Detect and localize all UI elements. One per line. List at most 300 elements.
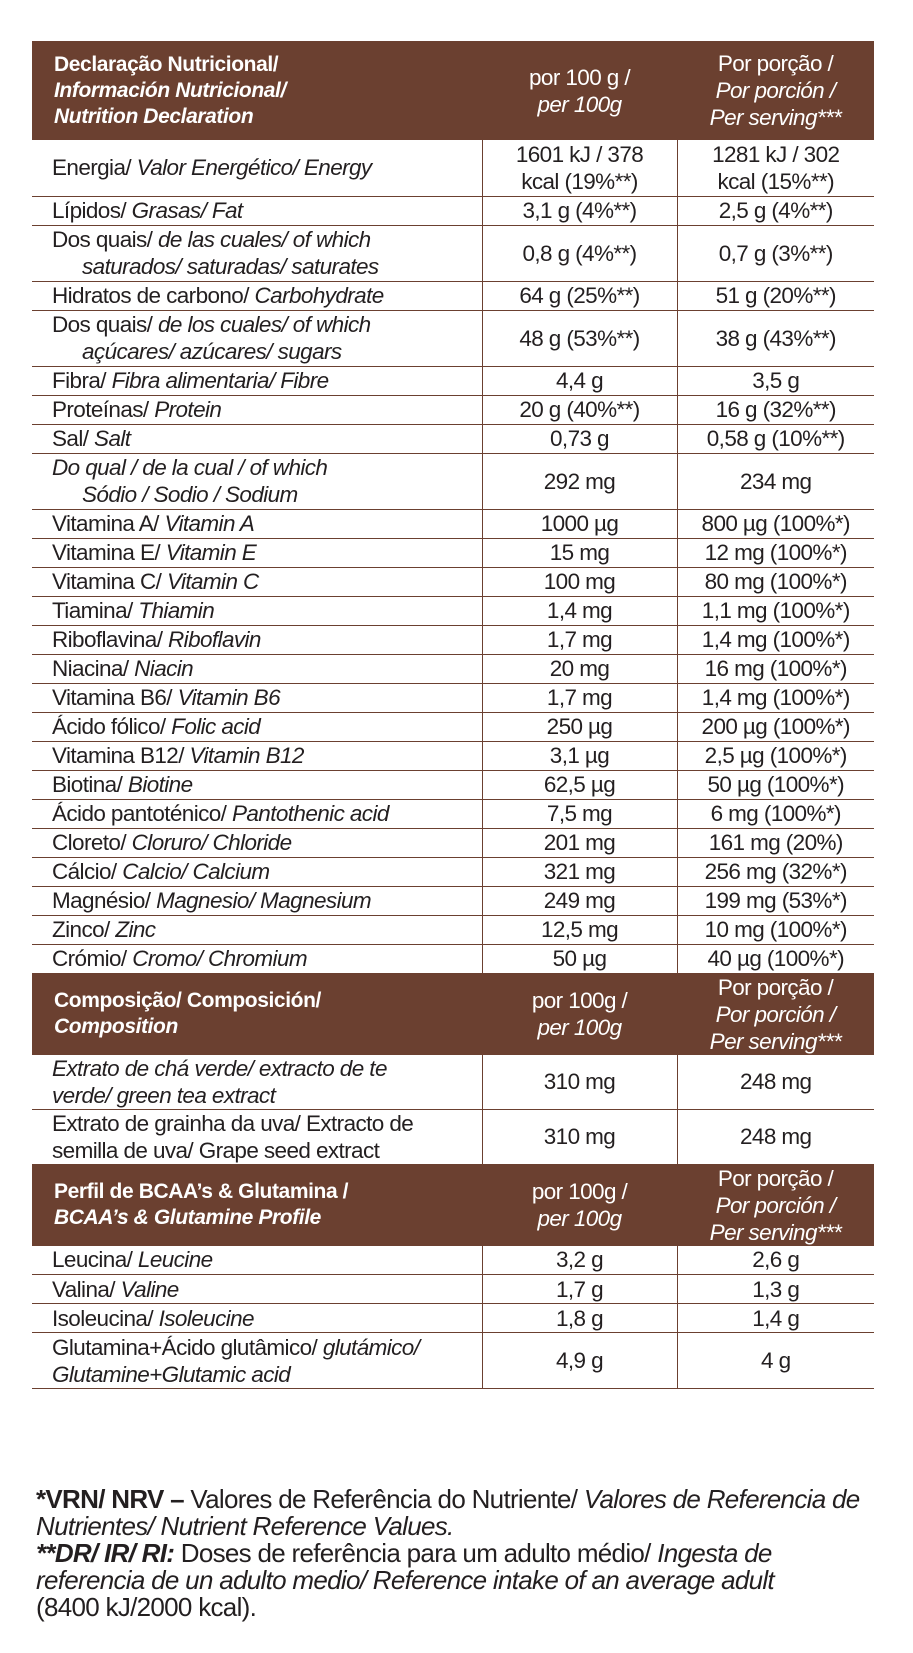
value-per-serving-line: 800 µg (100%*) (701, 511, 850, 536)
value-per-serving-line: 2,5 g (4%**) (718, 198, 833, 223)
value-per-serving (677, 538, 874, 567)
nutrient-name-pt: Isoleucina/ (52, 1305, 159, 1331)
section-title-line: Información Nutricional/ (54, 78, 286, 102)
value-per-serving-line: 51 g (20%**) (715, 283, 836, 308)
value-per-100g (482, 683, 677, 712)
nutrient-name-es: Pantothenic acid (231, 801, 389, 826)
section-title-line: Nutrition Declaration (54, 104, 254, 128)
nutrient-name (32, 944, 482, 973)
nutrient-name-es: Vitamin C (166, 569, 259, 594)
nutrient-name (32, 625, 482, 654)
value-per-serving-line: 6 mg (100%*) (710, 801, 841, 826)
nutrient-name-line (52, 945, 482, 972)
nutrient-name-line (52, 510, 482, 537)
nutrient-name-line (52, 1305, 482, 1332)
nutrient-name-pt: Leucina/ (52, 1247, 138, 1273)
per-serving-header-line: Per serving*** (709, 105, 842, 130)
nutrient-name-line (52, 742, 482, 769)
value-per-100g (482, 1275, 677, 1304)
nutrient-name (32, 567, 482, 596)
table-row (32, 683, 874, 712)
per-serving-header-line: Por porción / (715, 1001, 836, 1027)
value-per-100g-line: 3,1 g (4%**) (522, 198, 637, 223)
section-title-line: Declaração Nutricional/ (54, 52, 279, 76)
value-per-100g-line: 201 mg (543, 830, 616, 855)
table-row (32, 1333, 874, 1389)
per-100g-header (482, 1164, 677, 1246)
nutrient-name-line (52, 655, 482, 682)
nutrient-name (32, 225, 482, 281)
nutrient-name-pt: Dos quais/ (52, 227, 158, 252)
value-per-serving (677, 857, 874, 886)
value-per-100g-line: 12,5 mg (540, 917, 619, 942)
table-row (32, 857, 874, 886)
nutrient-name-line (52, 829, 482, 856)
nutrient-name (32, 741, 482, 770)
nutrient-name-line (52, 1110, 482, 1137)
section-title (32, 973, 482, 1055)
nutrient-name-line (52, 626, 482, 653)
value-per-serving-line: 248 mg (740, 1069, 812, 1094)
table-row (32, 567, 874, 596)
value-per-serving-line: 256 mg (32%*) (704, 859, 847, 884)
value-per-100g (482, 424, 677, 453)
nutrient-name-es: Vitamin B6 (177, 685, 281, 710)
nutrient-name-line2: semilla de uva/ Grape seed extract (52, 1137, 380, 1163)
value-per-100g (482, 915, 677, 944)
per-100g-header (482, 973, 677, 1055)
section-header (32, 1164, 874, 1246)
nutrient-subname: saturados/ saturadas/ saturates (82, 254, 379, 279)
value-per-serving (677, 281, 874, 310)
nutrient-subname: açúcares/ azúcares/ sugars (82, 339, 342, 364)
nutrient-name-line (52, 197, 482, 224)
value-per-serving (677, 828, 874, 857)
value-per-serving-line: 248 mg (740, 1124, 812, 1149)
nutrient-name-es: Protein (154, 397, 222, 422)
nutrient-name (32, 538, 482, 567)
per-serving-header-line: Por porção / (717, 51, 834, 76)
nutrient-name-es: Niacin (134, 656, 194, 681)
nutrient-name-pt: Crómio/ (52, 946, 133, 971)
nutrient-name-es: Valine (120, 1276, 179, 1302)
nutrient-name-pt: Vitamina A/ (52, 511, 165, 536)
nutrient-name-es: de los cuales/ of which (157, 312, 371, 337)
nutrient-name-es: Thiamin (138, 598, 215, 623)
value-per-100g-line: 249 mg (543, 888, 616, 913)
value-per-serving-line: 200 µg (100%*) (701, 714, 850, 739)
value-per-100g-line: 310 mg (543, 1069, 616, 1094)
value-per-100g-line: 64 g (25%**) (519, 283, 640, 308)
value-per-100g (482, 281, 677, 310)
nutrient-name-pt: Vitamina B12/ (52, 743, 190, 768)
value-per-100g (482, 654, 677, 683)
nutrient-name (32, 1275, 482, 1304)
value-per-100g-line: 310 mg (543, 1124, 616, 1149)
nutrient-name (32, 886, 482, 915)
table-row (32, 944, 874, 973)
per-100g-header-line: por 100g / (531, 988, 628, 1013)
per-serving-header-line: Por porción / (715, 1192, 836, 1218)
value-per-serving-line: 0,7 g (3%**) (718, 240, 833, 266)
value-per-serving (677, 1109, 874, 1164)
section-title-line: BCAA’s & Glutamine Profile (54, 1206, 321, 1229)
nutrient-name-line (52, 887, 482, 914)
value-per-100g-line: 0,73 g (550, 426, 609, 451)
value-per-100g-line: 0,8 g (4%**) (522, 240, 637, 266)
nutrient-name-es: Vitamin A (164, 511, 255, 536)
nutrient-name-line (52, 1055, 482, 1082)
table-row (32, 225, 874, 281)
footnote-nrv-label: *VRN/ NRV – (36, 1484, 191, 1514)
section-title (32, 41, 482, 140)
nutrient-name (32, 1246, 482, 1275)
nutrient-name-pt: Lípidos/ (52, 198, 132, 223)
nutrient-name-es: Biotine (127, 772, 193, 797)
value-per-100g-line: 1,7 g (555, 1276, 604, 1302)
value-per-100g-line: 4,9 g (555, 1348, 604, 1373)
value-per-serving-line: 38 g (43%**) (715, 325, 836, 351)
nutrient-name (32, 828, 482, 857)
footnote-nrv (36, 1486, 886, 1540)
nutrient-name-line (52, 800, 482, 827)
value-per-serving (677, 196, 874, 225)
table-row (32, 196, 874, 225)
footnotes (36, 1486, 886, 1621)
value-per-serving-line: 1,4 mg (100%*) (701, 627, 850, 652)
per-serving-header (677, 41, 874, 140)
section-title-line: Composition (54, 1015, 178, 1038)
nutrient-name-line (52, 367, 482, 394)
nutrient-name (32, 1333, 482, 1389)
nutrient-name (32, 712, 482, 741)
nutrient-name-es: Folic acid (171, 714, 261, 739)
nutrition-table (32, 41, 874, 1389)
table-row (32, 395, 874, 424)
table-row (32, 741, 874, 770)
value-per-serving-line: 3,5 g (752, 368, 800, 393)
value-per-serving (677, 310, 874, 366)
nutrient-name-line (52, 684, 482, 711)
nutrient-name-pt: Cálcio/ (52, 859, 123, 884)
per-100g-header-line: per 100g (537, 1206, 622, 1231)
value-per-serving-line: 234 mg (740, 468, 812, 494)
value-per-100g-line: 250 µg (546, 714, 613, 739)
nutrient-name (32, 310, 482, 366)
nutrient-name (32, 453, 482, 509)
nutrient-name-es: Extrato de chá verde/ extracto de te (52, 1055, 387, 1081)
nutrient-name-line (52, 396, 482, 423)
table-row (32, 1109, 874, 1164)
per-100g-header-line: por 100g / (531, 1179, 628, 1204)
value-per-100g (482, 225, 677, 281)
nutrient-name-line (52, 916, 482, 943)
value-per-100g (482, 538, 677, 567)
value-per-100g-line: 3,2 g (555, 1247, 604, 1273)
nutrient-name (32, 915, 482, 944)
nutrient-name-es: glutámico/ (322, 1334, 420, 1360)
value-per-100g (482, 310, 677, 366)
nutrient-name-es: Vitamin E (165, 540, 257, 565)
nutrient-name-pt: Fibra/ (52, 368, 112, 393)
value-per-100g (482, 828, 677, 857)
value-per-serving (677, 424, 874, 453)
value-per-100g (482, 1246, 677, 1275)
value-per-100g (482, 741, 677, 770)
value-per-100g (482, 395, 677, 424)
value-per-100g (482, 625, 677, 654)
nutrient-name (32, 196, 482, 225)
value-per-serving-line: 1,3 g (752, 1276, 800, 1302)
value-per-100g (482, 1055, 677, 1110)
nutrient-name-pt: Vitamina C/ (52, 569, 167, 594)
value-per-serving-line: 2,5 µg (100%*) (704, 743, 847, 768)
nutrient-name-line (52, 1334, 482, 1361)
value-per-100g (482, 886, 677, 915)
table-row (32, 596, 874, 625)
nutrient-name (32, 509, 482, 538)
value-per-serving (677, 799, 874, 828)
per-serving-header-line: Por porción / (715, 78, 836, 103)
value-per-100g-line: 20 mg (549, 656, 610, 681)
nutrient-name (32, 770, 482, 799)
value-per-serving (677, 1333, 874, 1389)
per-serving-header-line: Por porção / (717, 1165, 834, 1191)
value-per-100g-line: 62,5 µg (543, 772, 616, 797)
nutrient-name-line (52, 154, 482, 181)
nutrient-name-es: Cromo/ Chromium (132, 946, 307, 971)
value-per-serving-line: 0,58 g (10%**) (706, 426, 845, 451)
footnote-ri-es: Ingesta de referencia de un adulto medio/ Reference intake of an average adult (36, 1538, 774, 1595)
value-per-serving (677, 886, 874, 915)
nutrient-name (32, 140, 482, 196)
value-per-serving-line: 10 mg (100%*) (704, 917, 847, 942)
value-per-100g (482, 366, 677, 395)
value-per-serving-line: 2,6 g (752, 1247, 800, 1273)
value-per-serving (677, 915, 874, 944)
nutrient-name-line (52, 858, 482, 885)
value-per-serving (677, 1304, 874, 1333)
value-per-100g-line: 1,4 mg (546, 598, 613, 623)
nutrient-name-pt: Magnésio/ (52, 888, 157, 913)
per-serving-header (677, 973, 874, 1055)
value-per-serving-line: 1,4 g (752, 1305, 800, 1331)
value-per-100g (482, 140, 677, 196)
value-per-100g-line: 1,8 g (555, 1305, 604, 1331)
value-per-serving (677, 625, 874, 654)
table-row (32, 770, 874, 799)
value-per-serving-line: 50 µg (100%*) (707, 772, 844, 797)
nutrient-name-line (52, 1276, 482, 1303)
nutrient-name-es: de las cuales/ of which (157, 227, 371, 252)
nutrient-name (32, 1109, 482, 1164)
nutrient-name-pt: Proteínas/ (52, 397, 155, 422)
value-per-100g-line: 100 mg (543, 569, 616, 594)
nutrient-name-pt: Ácido pantoténico/ (52, 801, 232, 826)
value-per-100g-line: 50 µg (552, 946, 607, 971)
table-row (32, 453, 874, 509)
nutrient-name-pt: Dos quais/ (52, 312, 158, 337)
value-per-serving (677, 140, 874, 196)
nutrient-name-line (52, 713, 482, 740)
footnote-ri-pt: Doses de referência para um adulto médio/ (180, 1538, 658, 1568)
value-per-serving (677, 741, 874, 770)
table-row (32, 1304, 874, 1333)
footnote-ri (36, 1540, 886, 1621)
nutrient-name-es: Riboflavin (168, 627, 261, 652)
value-per-100g (482, 1333, 677, 1389)
nutrient-name-pt: Glutamina+Ácido glutâmico/ (52, 1334, 323, 1360)
value-per-serving (677, 654, 874, 683)
value-per-100g-line: 321 mg (543, 859, 616, 884)
nutrient-name-pt: Cloreto/ (52, 830, 132, 855)
nutrient-name-pt: Hidratos de carbono/ (52, 283, 255, 308)
per-serving-header-line: Por porção / (717, 974, 834, 1000)
table-row (32, 538, 874, 567)
value-per-100g-line: 3,1 µg (549, 743, 610, 768)
per-100g-header-line: per 100g (537, 1015, 622, 1040)
value-per-serving (677, 770, 874, 799)
nutrient-name (32, 857, 482, 886)
per-100g-header-line: por 100 g / (529, 64, 630, 90)
nutrient-name (32, 1055, 482, 1110)
value-per-100g-line: 1,7 mg (546, 627, 613, 652)
nutrient-name-pt: Ácido fólico/ (52, 714, 172, 739)
nutrient-name (32, 1304, 482, 1333)
value-per-serving-line: 16 g (32%**) (715, 397, 836, 422)
value-per-serving (677, 1246, 874, 1275)
table-row (32, 1055, 874, 1110)
value-per-serving (677, 1055, 874, 1110)
value-per-serving-line: 12 mg (100%*) (704, 540, 847, 565)
nutrient-name (32, 424, 482, 453)
nutrient-name-pt: Biotina/ (52, 772, 128, 797)
table-row (32, 310, 874, 366)
table-row (32, 886, 874, 915)
nutrient-name-line (52, 539, 482, 566)
footnote-ri-tail: (8400 kJ/2000 kcal). (36, 1592, 257, 1622)
table-row (32, 799, 874, 828)
nutrient-name-pt: Riboflavina/ (52, 627, 169, 652)
value-per-serving-line: 40 µg (100%*) (707, 946, 844, 971)
section-title-line: Composição/ Composición/ (54, 989, 321, 1012)
nutrient-name-es: Vitamin B12 (189, 743, 304, 768)
per-serving-header-line: Per serving*** (709, 1219, 842, 1245)
value-per-serving-line: 199 mg (53%*) (704, 888, 847, 913)
nutrient-name-es: Calcio/ Calcium (122, 859, 270, 884)
nutrient-name-pt: Niacina/ (52, 656, 135, 681)
value-per-serving (677, 509, 874, 538)
table-row (32, 1246, 874, 1275)
nutrient-name-line (52, 282, 482, 309)
nutrient-name-line (52, 597, 482, 624)
value-per-100g (482, 1109, 677, 1164)
value-per-serving-line: 1,1 mg (100%*) (701, 598, 850, 623)
table-row (32, 509, 874, 538)
value-per-100g (482, 857, 677, 886)
nutrient-name-es: Do qual / de la cual / of which (52, 455, 328, 480)
nutrient-subname: Sódio / Sodio / Sodium (82, 482, 298, 507)
value-per-100g (482, 509, 677, 538)
value-per-serving-line: 161 mg (20%) (708, 830, 843, 855)
value-per-100g-line: 20 g (40%**) (519, 397, 640, 422)
nutrient-name-pt: Energia/ (52, 155, 137, 181)
nutrient-name (32, 395, 482, 424)
value-per-100g-line: 1000 µg (540, 511, 619, 536)
nutrition-table-container (32, 41, 874, 1389)
value-per-serving-line: 4 g (761, 1348, 791, 1373)
per-100g-header-line: per 100g (537, 91, 622, 117)
nutrient-name-pt: Vitamina B6/ (52, 685, 178, 710)
nutrient-name (32, 799, 482, 828)
nutrient-name-es: Carbohydrate (254, 283, 384, 308)
table-row (32, 281, 874, 310)
value-per-serving-line: kcal (15%**) (717, 168, 835, 194)
table-row (32, 1275, 874, 1304)
table-row (32, 654, 874, 683)
nutrient-name (32, 683, 482, 712)
value-per-serving (677, 944, 874, 973)
value-per-100g (482, 596, 677, 625)
value-per-serving (677, 1275, 874, 1304)
value-per-100g-line: 4,4 g (555, 368, 604, 393)
value-per-serving (677, 453, 874, 509)
value-per-100g (482, 196, 677, 225)
nutrient-name (32, 281, 482, 310)
nutrient-name-line (52, 1246, 482, 1273)
value-per-serving-line: 16 mg (100%*) (704, 656, 847, 681)
nutrient-name-line (52, 454, 482, 481)
nutrient-name-pt: Sal/ (52, 426, 95, 451)
table-row (32, 140, 874, 196)
value-per-100g (482, 453, 677, 509)
nutrient-name-pt: Extrato de grainha da uva/ Extracto de (52, 1110, 414, 1136)
nutrient-name-line (52, 226, 482, 253)
nutrient-name-es: Fibra alimentaria/ Fibre (111, 368, 329, 393)
table-row (32, 915, 874, 944)
value-per-100g-line: 292 mg (543, 468, 616, 494)
footnote-ri-label: **DR/ IR/ RI: (36, 1538, 181, 1568)
nutrient-name-line (52, 771, 482, 798)
value-per-100g-line: kcal (19%**) (521, 168, 638, 194)
nutrient-name-es: Valor Energético/ Energy (136, 155, 372, 181)
value-per-100g (482, 770, 677, 799)
footnote-nrv-es: Valores de Referencia de Nutrientes/ Nutrient Reference Values. (36, 1484, 860, 1541)
nutrient-name-es: Salt (94, 426, 131, 451)
section-title (32, 1164, 482, 1246)
value-per-serving (677, 712, 874, 741)
per-serving-header (677, 1164, 874, 1246)
value-per-serving-line: 1,4 mg (100%*) (701, 685, 850, 710)
table-row (32, 828, 874, 857)
nutrient-name-line (52, 311, 482, 338)
value-per-100g (482, 712, 677, 741)
nutrient-name-es: Cloruro/ Chloride (131, 830, 292, 855)
section-header (32, 973, 874, 1055)
nutrient-name-es: Magnesio/ Magnesium (156, 888, 372, 913)
value-per-100g (482, 944, 677, 973)
value-per-100g (482, 567, 677, 596)
nutrient-name-es: Isoleucine (158, 1305, 254, 1331)
value-per-serving (677, 395, 874, 424)
table-row (32, 712, 874, 741)
value-per-serving (677, 567, 874, 596)
nutrient-name-pt: Tiamina/ (52, 598, 139, 623)
section-title-line: Perfil de BCAA’s & Glutamina / (54, 1180, 349, 1203)
nutrient-name (32, 654, 482, 683)
per-serving-header-line: Per serving*** (709, 1028, 842, 1054)
nutrient-name-pt: Valina/ (52, 1276, 121, 1302)
